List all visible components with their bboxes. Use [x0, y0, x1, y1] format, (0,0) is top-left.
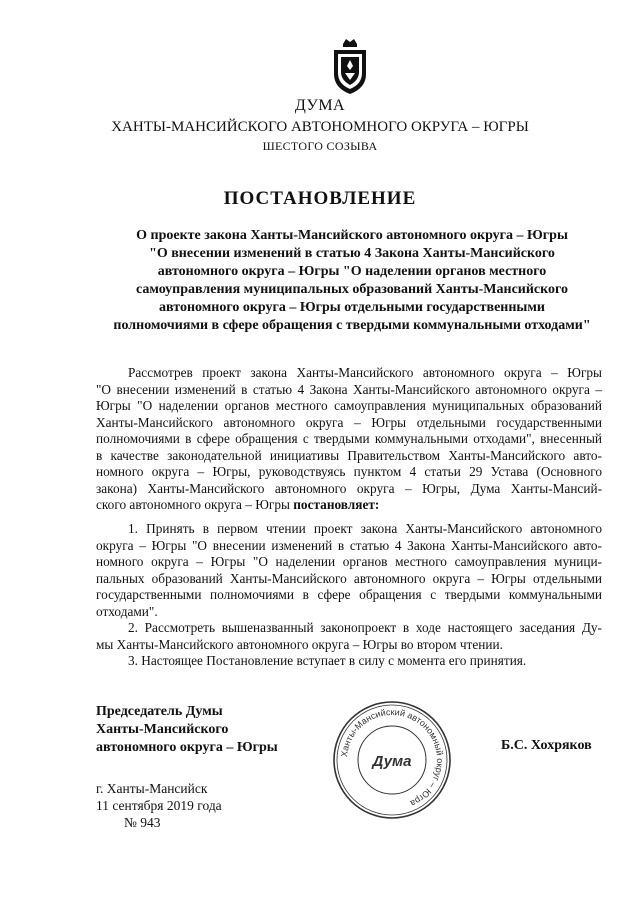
- resolution-verb: постановляет:: [293, 497, 380, 512]
- convocation-heading: ШЕСТОГО СОЗЫВА: [262, 139, 378, 153]
- chair-line: автономного округа – Югры: [96, 740, 278, 755]
- item-1-line: округа – Югры "О внесении изменений в статью 4 Закона Ханты-Мансийского авто-: [96, 537, 602, 553]
- document-number: № 943: [124, 815, 161, 830]
- item-1-line: отходами".: [96, 603, 158, 619]
- item-2-paragraph: [96, 620, 602, 653]
- intro-line: "О внесении изменений в статью 4 Закона Ханты-Мансийского автономного округа –: [96, 381, 602, 397]
- item-2-line: 2. Рассмотреть вышеназванный законопроект в ходе настоящего заседания Ду-: [128, 620, 602, 635]
- city: г. Ханты-Мансийск: [96, 781, 208, 796]
- document-title: ПОСТАНОВЛЕНИЕ: [223, 188, 417, 209]
- intro-line-last: [96, 497, 602, 514]
- item-3-paragraph: [96, 653, 602, 670]
- coat-of-arms-emblem: [330, 38, 370, 96]
- item-1-line: государственными полномочиями в сфере обращения с твердыми коммунальными: [96, 587, 602, 602]
- item-1-line: 1. Принять в первом чтении проект закона Ханты-Мансийского автономного: [128, 521, 602, 536]
- chair-line: Ханты-Мансийского: [96, 722, 229, 737]
- intro-last-text: ского автономного округа – Югры: [96, 497, 294, 512]
- official-seal: [330, 698, 454, 822]
- item-1-line: пальных образований Ханты-Мансийского автономного округа – Югры отдельными: [96, 570, 602, 586]
- subject-line: автономного округа – Югры "О наделении органов местного: [157, 264, 547, 279]
- intro-line: в качестве законодательной инициативы Правительством Ханты-Мансийского авто-: [96, 447, 602, 463]
- intro-paragraph: [96, 365, 602, 514]
- item-1-paragraph: [96, 521, 602, 620]
- signatory-name: Б.С. Хохряков: [501, 738, 592, 753]
- subject-line: О проекте закона Ханты-Мансийского автономного округа – Югры: [136, 228, 568, 243]
- region-heading: ХАНТЫ-МАНСИЙСКОГО АВТОНОМНОГО ОКРУГА – ЮГРЫ: [111, 119, 529, 135]
- chair-line: Председатель Думы: [96, 704, 223, 719]
- item-3-line: 3. Настоящее Постановление вступает в силу с момента его принятия.: [128, 653, 527, 668]
- subject-line: "О внесении изменений в статью 4 Закона Ханты-Мансийского: [149, 246, 555, 261]
- chairman-block: [96, 703, 278, 757]
- document-subject: [100, 227, 604, 335]
- intro-line: Югры "О наделении органов местного самоуправления муниципальных образований: [96, 398, 602, 413]
- subject-line: полномочиями в сфере обращения с твердыми коммунальными отходами": [113, 318, 591, 333]
- intro-line: Ханты-Мансийского автономного округа – Югры отдельными государственными: [96, 414, 602, 430]
- intro-line: закона) Ханты-Мансийского автономного округа – Югры, Дума Ханты-Мансий-: [96, 480, 602, 496]
- intro-line: Рассмотрев проект закона Ханты-Мансийского автономного округа – Югры: [128, 365, 602, 380]
- subject-line: самоуправления муниципальных образований Ханты-Мансийского: [135, 282, 569, 297]
- item-2-line: мы Ханты-Мансийского автономного округа – Югры во втором чтении.: [96, 636, 503, 652]
- subject-line: автономного округа – Югры отдельными государственными: [159, 300, 545, 315]
- item-1-line: номного округа – Югры "О наделении органов местного самоуправления муници-: [96, 554, 602, 569]
- date: 11 сентября 2019 года: [96, 798, 222, 813]
- seal-ring-text: Ханты-Мансийский автономный округ – Югра: [339, 706, 446, 809]
- intro-line: номного округа – Югры, руководствуясь пунктом 4 статьи 29 Устава (Основного: [96, 464, 602, 479]
- duma-heading: ДУМА: [294, 97, 346, 114]
- intro-line: полномочиями в сфере обращения с твердыми коммунальными отходами", внесенный: [96, 431, 602, 446]
- seal-center-text: Дума: [372, 753, 412, 770]
- place-date-block: [96, 780, 222, 831]
